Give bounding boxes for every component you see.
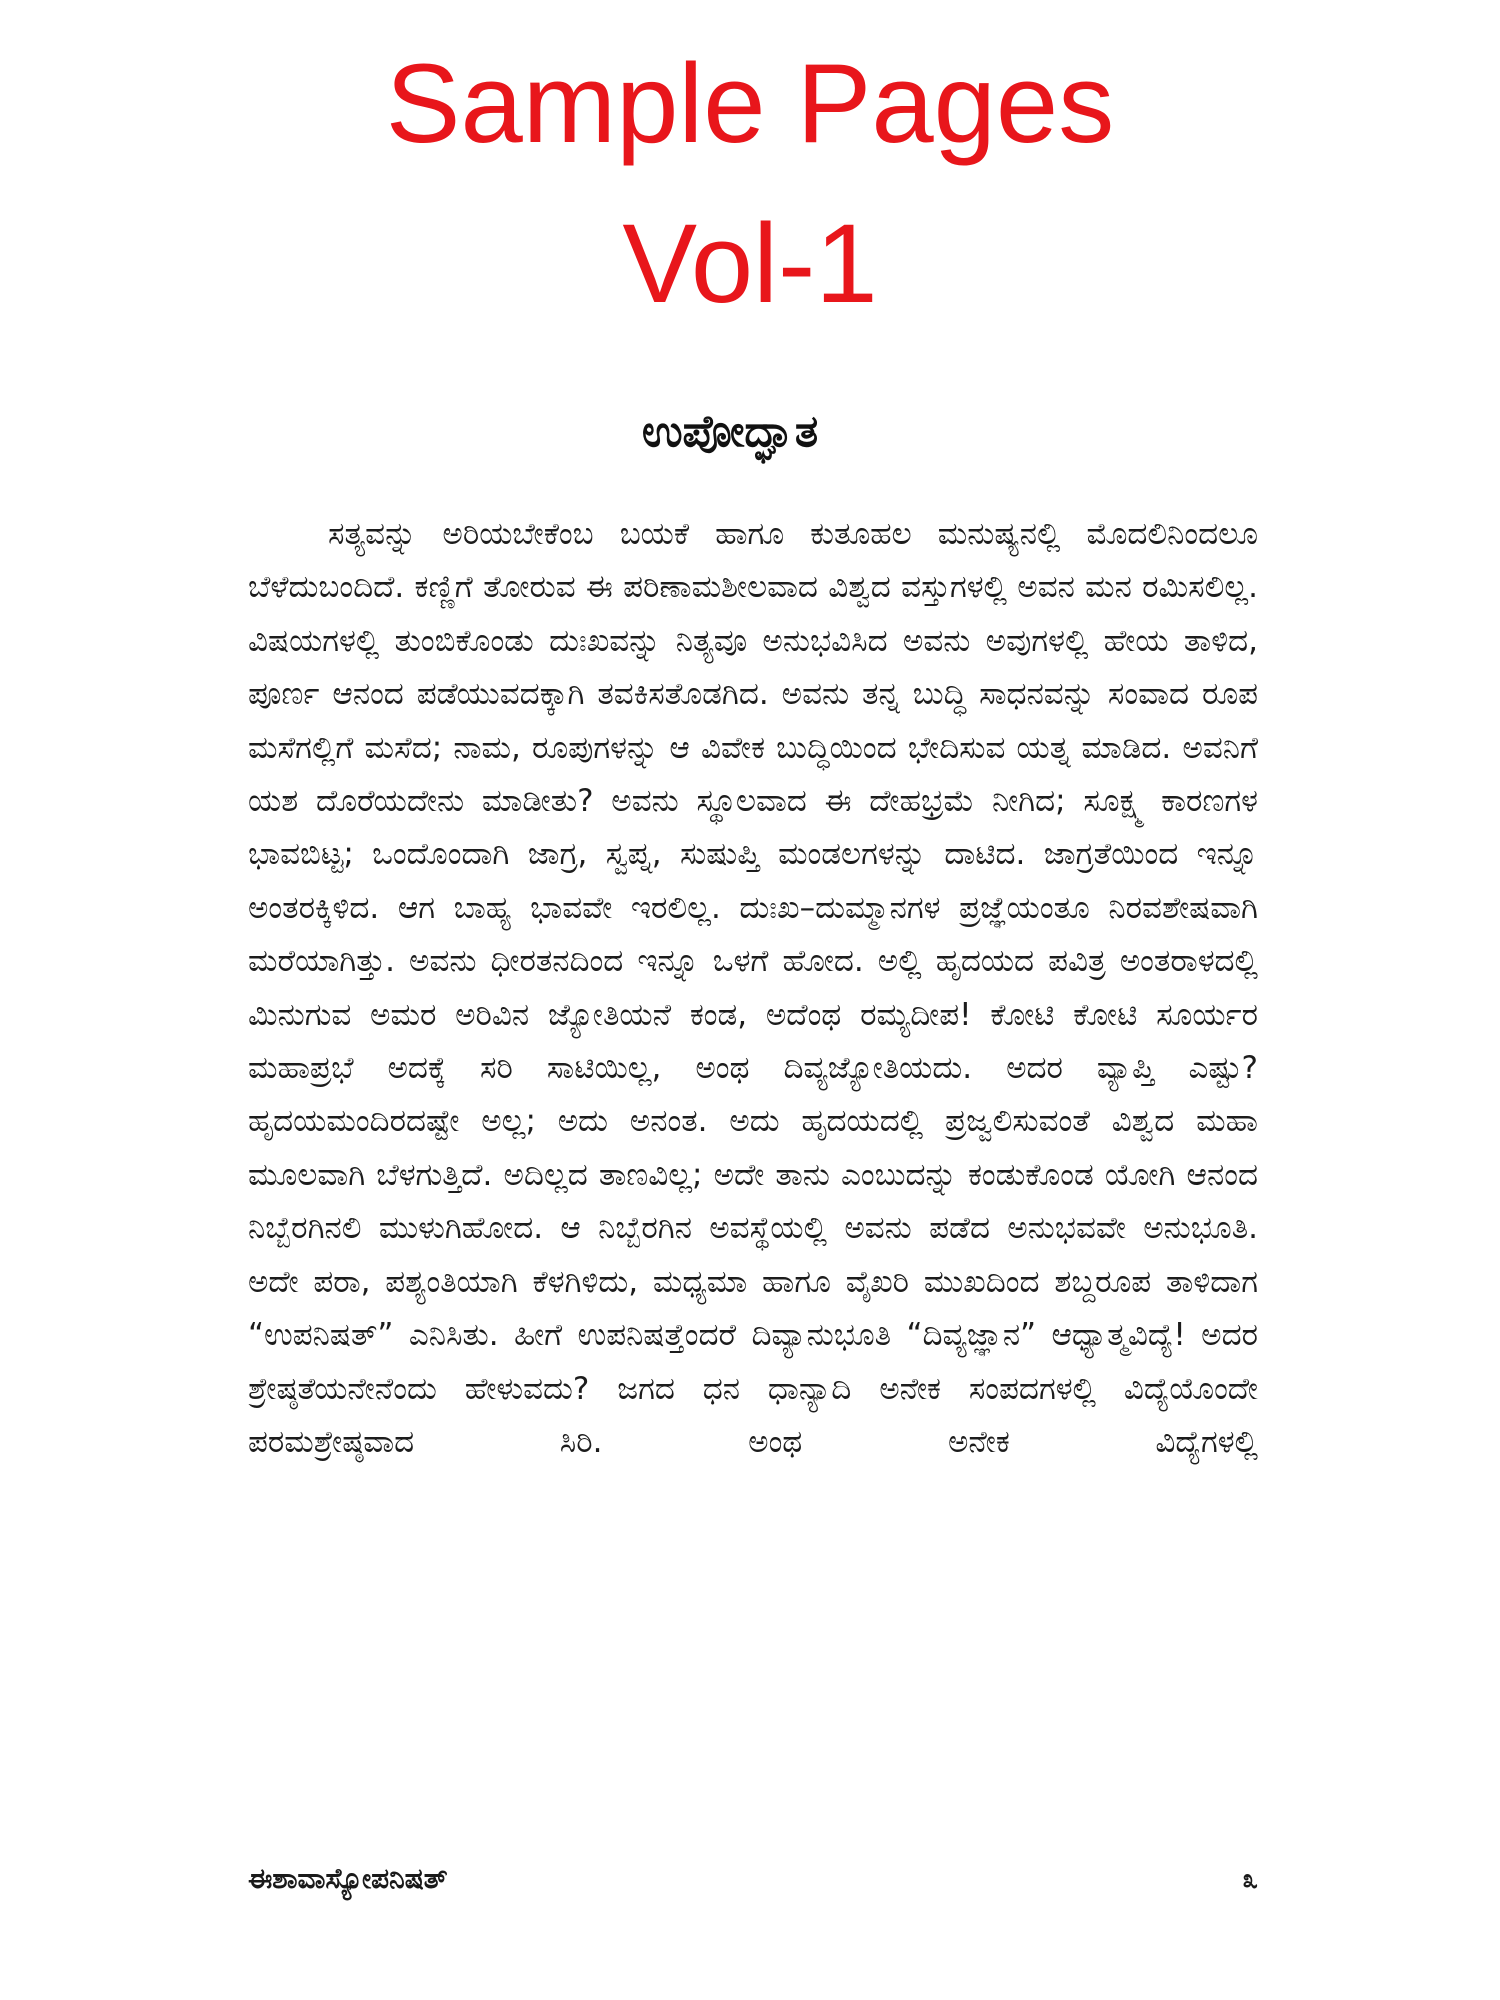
- scanned-book-page: [200, 380, 1260, 1940]
- sample-pages-heading: Sample Pages: [385, 41, 1115, 166]
- chapter-body: [248, 508, 1258, 1469]
- footer-book-title: ಈಶಾವಾಸ್ಯೋಪನಿಷತ್: [248, 1862, 448, 1895]
- page-footer: [248, 1862, 1258, 1906]
- body-paragraph: ಸತ್ಯವನ್ನು ಅರಿಯಬೇಕೆಂಬ ಬಯಕೆ ಹಾಗೂ ಕುತೂಹಲ ಮನುಷ್ಯನಲ್ಲಿ ಮೊದಲಿನಿಂದಲೂ ಬೆಳೆದುಬಂದಿದೆ. ಕಣ್ಣಿಗೆ ತೋರುವ ಈ ಪರಿಣಾಮಶೀಲವಾದ ವಿಶ್ವದ ವಸ್ತುಗಳಲ್ಲಿ ಅವನ ಮನ ರಮಿಸಲಿಲ್ಲ. ವಿಷಯಗಳಲ್ಲಿ ತುಂಬಿಕೊಂಡು ದುಃಖವನ್ನು ನಿತ್ಯವೂ ಅನುಭವಿಸಿದ ಅವನು ಅವುಗಳಲ್ಲಿ ಹೇಯ ತಾಳಿದ, ಪೂರ್ಣ ಆನಂದ ಪಡೆಯುವದಕ್ಕಾಗಿ ತವಕಿಸತೊಡಗಿದ. ಅವನು ತನ್ನ ಬುದ್ಧಿ ಸಾಧನವನ್ನು ಸಂವಾದ ರೂಪ ಮಸೆಗಲ್ಲಿಗೆ ಮಸೆದ; ನಾಮ, ರೂಪುಗಳನ್ನು ಆ ವಿವೇಕ ಬುದ್ಧಿಯಿಂದ ಭೇದಿಸುವ ಯತ್ನ ಮಾಡಿದ. ಅವನಿಗೆ ಯಶ ದೊರೆಯದೇನು ಮಾಡೀತು? ಅವನು ಸ್ಥೂಲವಾದ ಈ ದೇಹಭ್ರಮೆ ನೀಗಿದ; ಸೂಕ್ಷ್ಮ ಕಾರಣಗಳ ಭಾವಬಿಟ್ಟ; ಒಂದೊಂದಾಗಿ ಜಾಗ್ರ, ಸ್ವಪ್ನ, ಸುಷುಪ್ತಿ ಮಂಡಲಗಳನ್ನು ದಾಟಿದ. ಜಾಗ್ರತೆಯಿಂದ ಇನ್ನೂ ಅಂತರಕ್ಕಿಳಿದ. ಆಗ ಬಾಹ್ಯ ಭಾವವೇ ಇರಲಿಲ್ಲ. ದುಃಖ–ದುಮ್ಮಾನಗಳ ಪ್ರಜ್ಞೆಯಂತೂ ನಿರವಶೇಷವಾಗಿ ಮರೆಯಾಗಿತ್ತು. ಅವನು ಧೀರತನದಿಂದ ಇನ್ನೂ ಒಳಗೆ ಹೋದ. ಅಲ್ಲಿ ಹೃದಯದ ಪವಿತ್ರ ಅಂತರಾಳದಲ್ಲಿ ಮಿನುಗುವ ಅಮರ ಅರಿವಿನ ಜ್ಯೋತಿಯನೆ ಕಂಡ, ಅದೆಂಥ ರಮ್ಯದೀಪ! ಕೋಟಿ ಕೋಟಿ ಸೂರ್ಯರ ಮಹಾಪ್ರಭೆ ಅದಕ್ಕೆ ಸರಿ ಸಾಟಿಯಿಲ್ಲ, ಅಂಥ ದಿವ್ಯಜ್ಯೋತಿಯದು. ಅದರ ವ್ಯಾಪ್ತಿ ಎಷ್ಟು? ಹೃದಯಮಂದಿರದಷ್ಟೇ ಅಲ್ಲ; ಅದು ಅನಂತ. ಅದು ಹೃದಯದಲ್ಲಿ ಪ್ರಜ್ವಲಿಸುವಂತೆ ವಿಶ್ವದ ಮಹಾ ಮೂಲವಾಗಿ ಬೆಳಗುತ್ತಿದೆ. ಅದಿಲ್ಲದ ತಾಣವಿಲ್ಲ; ಅದೇ ತಾನು ಎಂಬುದನ್ನು ಕಂಡುಕೊಂಡ ಯೋಗಿ ಆನಂದ ನಿಬ್ಬೆರಗಿನಲಿ ಮುಳುಗಿಹೋದ. ಆ ನಿಬ್ಬೆರಗಿನ ಅವಸ್ಥೆಯಲ್ಲಿ ಅವನು ಪಡೆದ ಅನುಭವವೇ ಅನುಭೂತಿ. ಅದೇ ಪರಾ, ಪಶ್ಯಂತಿಯಾಗಿ ಕೆಳಗಿಳಿದು, ಮಧ್ಯಮಾ ಹಾಗೂ ವೈಖರಿ ಮುಖದಿಂದ ಶಬ್ದರೂಪ ತಾಳಿದಾಗ “ಉಪನಿಷತ್” ಎನಿಸಿತು. ಹೀಗೆ ಉಪನಿಷತ್ತೆಂದರೆ ದಿವ್ಯಾನುಭೂತಿ “ದಿವ್ಯಜ್ಞಾನ” ಆಧ್ಯಾತ್ಮವಿದ್ಯೆ! ಅದರ ಶ್ರೇಷ್ಠತೆಯನೇನೆಂದು ಹೇಳುವದು? ಜಗದ ಧನ ಧಾನ್ಯಾದಿ ಅನೇಕ ಸಂಪದಗಳಲ್ಲಿ ವಿದ್ಯೆಯೊಂದೇ ಪರಮಶ್ರೇಷ್ಠವಾದ ಸಿರಿ. ಅಂಥ ಅನೇಕ ವಿದ್ಯೆಗಳಲ್ಲಿ: [248, 516, 1258, 1460]
- chapter-title: ಉಪೋದ್ಘಾತ: [641, 406, 819, 457]
- footer-page-number: ೩: [1242, 1862, 1258, 1895]
- volume-label: Vol-1: [622, 201, 878, 326]
